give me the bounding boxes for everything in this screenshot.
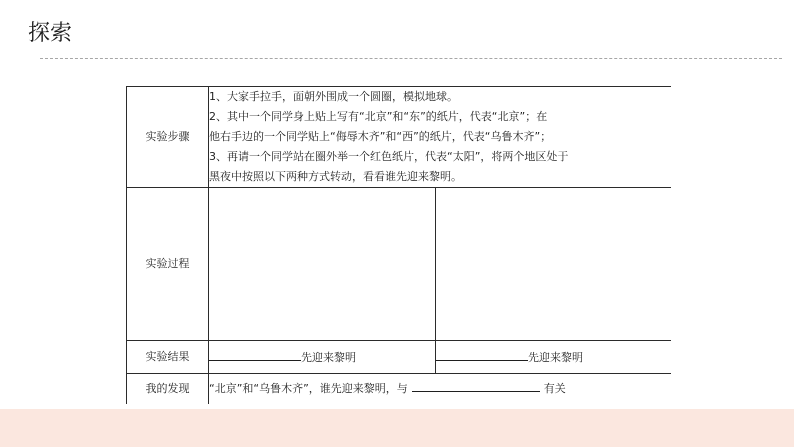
finding-label: 我的发现: [127, 374, 209, 404]
steps-content: [209, 87, 671, 188]
step-line: 1、大家手拉手，面朝外围成一个圆圈，模拟地球。: [209, 90, 458, 103]
footer-band: [0, 409, 794, 447]
experiment-table: [126, 86, 671, 404]
step-line: 2、其中一个同学身上贴上写有“北京”和“东”的纸片，代表“北京”；在: [209, 110, 548, 123]
page-title: 探索: [28, 21, 73, 46]
steps-label: 实验步骤: [127, 87, 209, 188]
result-right-suffix: 先迎来黎明: [528, 350, 583, 364]
finding-text-after: 有关: [543, 382, 566, 396]
result-right-blank[interactable]: [436, 347, 528, 361]
results-label: 实验结果: [127, 341, 209, 374]
finding-text-before: “北京”和“乌鲁木齐”，谁先迎来黎明，与: [209, 382, 408, 396]
step-line: 他右手边的一个同学贴上“侮辱木齐”和“西”的纸片，代表“乌鲁木齐”；: [209, 130, 552, 143]
result-left-suffix: 先迎来黎明: [301, 350, 356, 364]
process-row: [127, 188, 671, 341]
result-left-blank[interactable]: [209, 347, 301, 361]
results-row: [127, 341, 671, 374]
steps-row: [127, 87, 671, 188]
result-right: [436, 341, 671, 374]
result-left: [209, 341, 436, 374]
step-line: 3、再请一个同学站在圈外举一个红色纸片，代表“太阳”，将两个地区处于: [209, 150, 569, 163]
process-left-cell: [209, 188, 436, 341]
finding-row: [127, 374, 671, 404]
title-divider: [40, 58, 782, 59]
finding-blank[interactable]: [412, 378, 540, 392]
finding-content: [209, 374, 671, 404]
step-line: 黑夜中按照以下两种方式转动，看看谁先迎来黎明。: [209, 170, 462, 183]
process-right-cell: [436, 188, 671, 341]
process-label: 实验过程: [127, 188, 209, 341]
